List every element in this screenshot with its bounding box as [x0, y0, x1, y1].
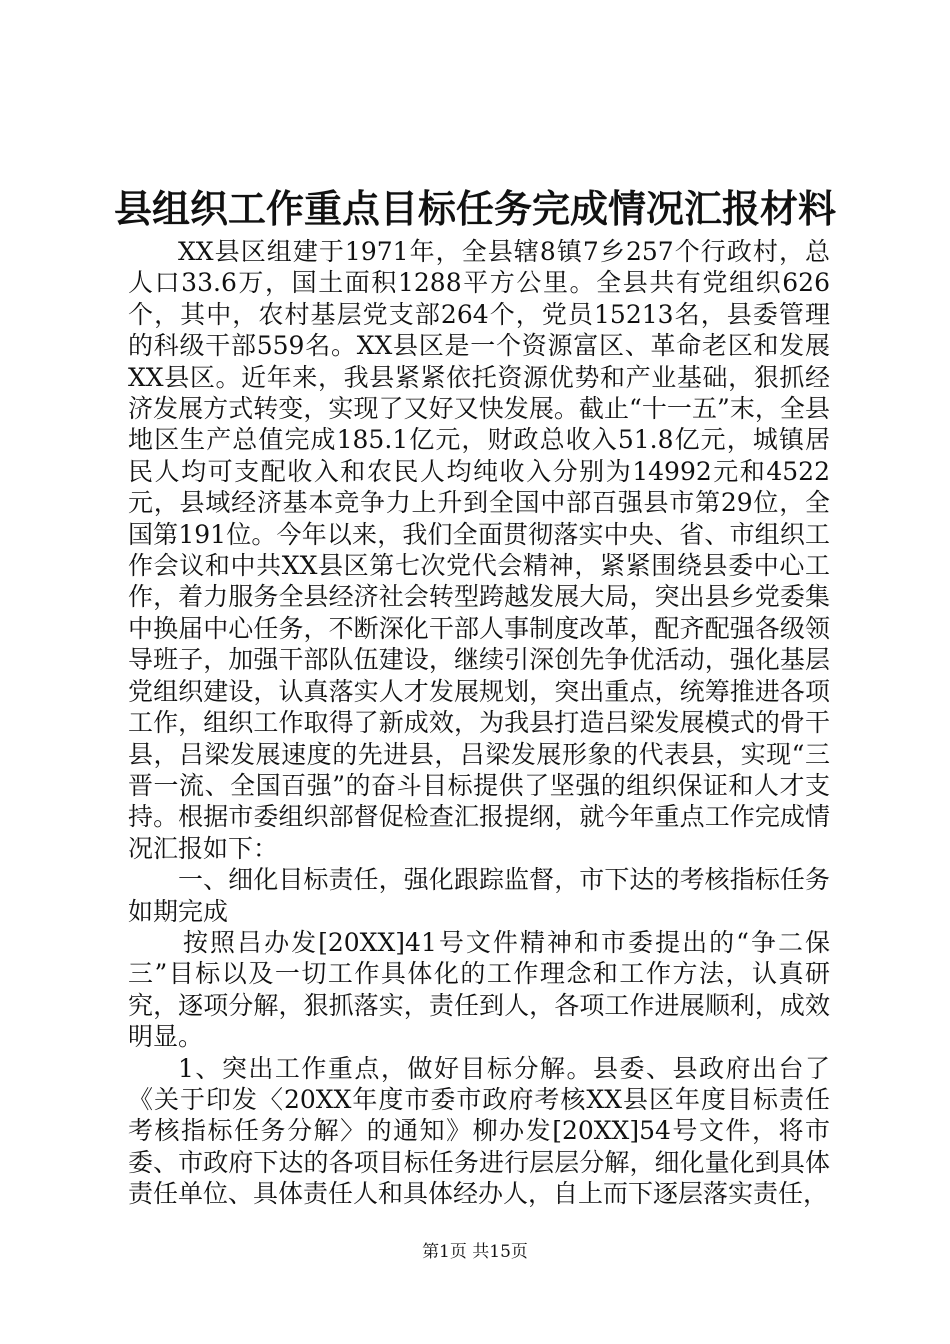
- paragraph-method: 按照吕办发[20XX]41号文件精神和市委提出的“争二保三”目标以及一切工作具体化的工作理念和工作方法，认真研究，逐项分解，狠抓落实，责任到人，各项工作进展顺利，成效明显。: [128, 927, 830, 1052]
- paragraph-item-1: 1、突出工作重点，做好目标分解。县委、县政府出台了《关于印发〈20XX年度市委市政府考核XX县区年度目标责任考核指标任务分解〉的通知》柳办发[20XX]54号文件，将市委、市政府下达的各项目标任务进行层层分解，细化量化到具体责任单位、具体责任人和具体经办人，自上而下逐层落实责任，: [128, 1053, 830, 1209]
- page-footer: 第1页 共15页: [422, 1242, 528, 1262]
- document-body: [128, 236, 830, 1210]
- paragraph-section-heading: 一、细化目标责任，强化跟踪监督，市下达的考核指标任务如期完成: [128, 865, 830, 926]
- document-title: 县组织工作重点目标任务完成情况汇报材料: [113, 186, 836, 231]
- paragraph-intro: XX县区组建于1971年，全县辖8镇7乡257个行政村，总人口33.6万，国土面积1288平方公里。全县共有党组织626个，其中，农村基层党支部264个，党员15213名，县委管理的科级干部559名。XX县区是一个资源富区、革命老区和发展XX县区。近年来，我县紧紧依托资源优势和产业基础，狠抓经济发展方式转变，实现了又好又快发展。截止“十一五”末，全县地区生产总值完成185.1亿元，财政总收入51.8亿元，城镇居民人均可支配收入和农民人均纯收入分别为14992元和4522元，县域经济基本竞争力上升到全国中部百强县市第29位，全国第191位。今年以来，我们全面贯彻落实中央、省、市组织工作会议和中共XX县区第七次党代会精神，紧紧围绕县委中心工作，着力服务全县经济社会转型跨越发展大局，突出县乡党委集中换届中心任务，不断深化干部人事制度改革，配齐配强各级领导班子，加强干部队伍建设，继续引深创先争优活动，强化基层党组织建设，认真落实人才发展规划，突出重点，统筹推进各项工作，组织工作取得了新成效，为我县打造吕梁发展模式的骨干县，吕梁发展速度的先进县，吕梁发展形象的代表县，实现“三晋一流、全国百强”的奋斗目标提供了坚强的组织保证和人才支持。根据市委组织部督促检查汇报提纲，就今年重点工作完成情况汇报如下：: [128, 237, 830, 863]
